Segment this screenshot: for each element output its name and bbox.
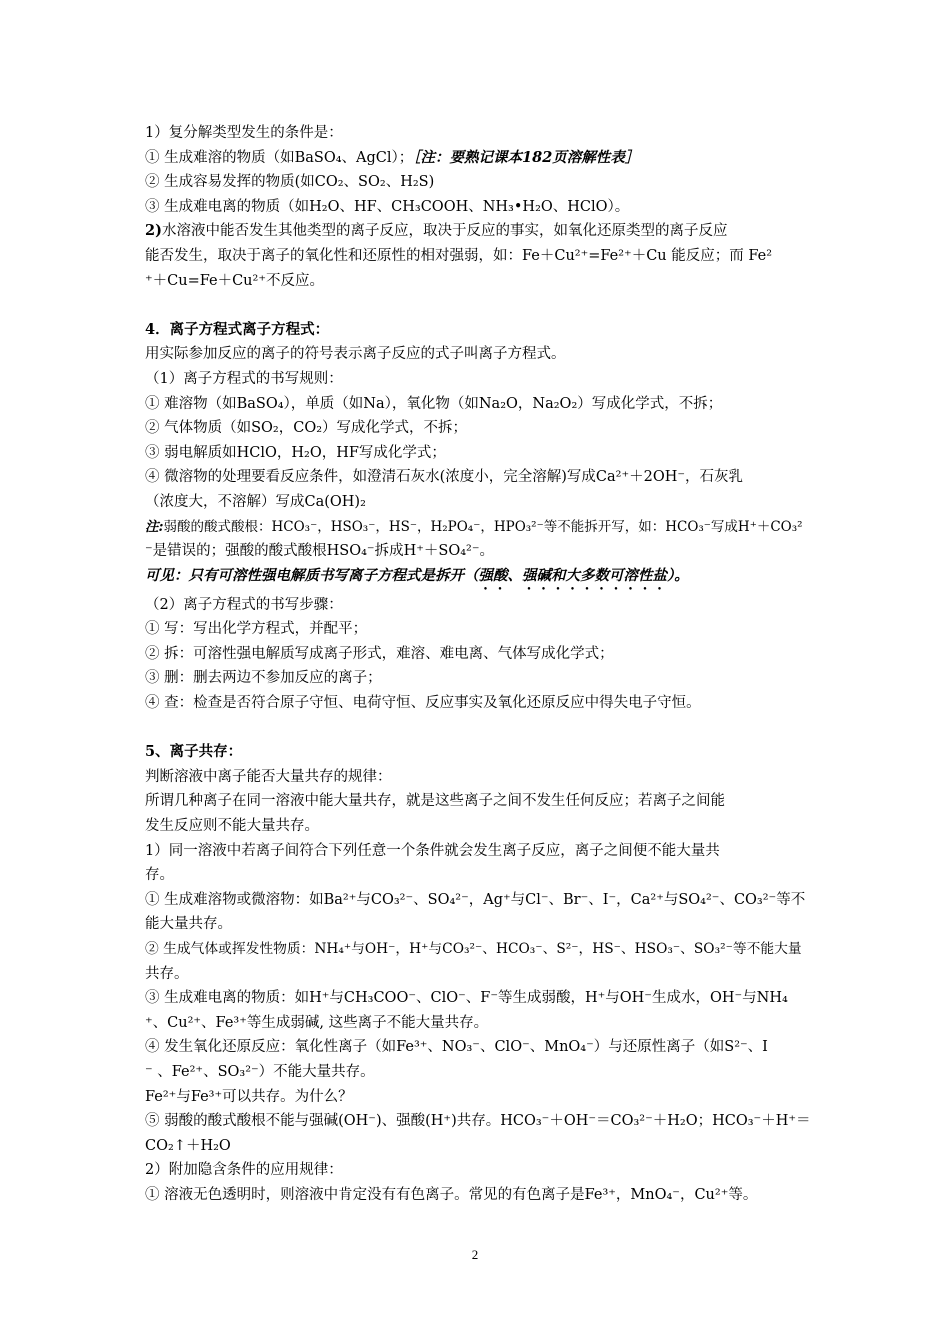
text-line: ④ 查：检查是否符合原子守恒、电荷守恒、反应事实及氧化还原反应中得失电子守恒。	[145, 695, 701, 712]
text-line: 发生反应则不能大量共存。	[145, 818, 319, 835]
text-line: ⁻ 、Fe²⁺、SO₃²⁻）不能大量共存。	[145, 1063, 375, 1080]
text-line	[145, 146, 810, 171]
text-line: 1）复分解类型发生的条件是：	[145, 125, 343, 141]
text-line: ④ 发生氧化还原反应：氧化性离子（如Fe³⁺、NO₃⁻、ClO⁻、MnO₄⁻）与还原性离子（如S²⁻、I	[145, 1039, 768, 1056]
text-line: 1）同一溶液中若离子间符合下列任意一个条件就会发生离子反应，离子之间便不能大量共	[145, 842, 720, 859]
text-line	[145, 515, 810, 540]
text-line: ⁺、Cu²⁺、Fe³⁺等生成弱碱, 这些离子不能大量共存。	[145, 1014, 489, 1031]
text-line: 能大量共存。	[145, 916, 232, 933]
text-span: 可见：只有可溶性强电解质书写离子方程式是拆开（	[145, 566, 479, 584]
text-span: ）。	[667, 566, 689, 584]
text-line: ④ 微溶物的处理要看反应条件，如澄清石灰水(浓度小，完全溶解)写成Ca²⁺＋2OH⁻，石灰乳	[145, 469, 744, 486]
text-line: CO₂↑＋H₂O	[145, 1137, 231, 1154]
item-number: 2)	[145, 222, 162, 240]
text-span: ① 生成难溶的物质（如BaSO₄、AgCl）；	[145, 149, 414, 166]
text-line: ① 难溶物（如BaSO₄），单质（如Na），氧化物（如Na₂O，Na₂O₂）写成化学式，不拆；	[145, 395, 723, 412]
text-line: ⑤ 弱酸的酸式酸根不能与强碱(OH⁻)、强酸(H⁺)共存。HCO₃⁻＋OH⁻＝CO₃²⁻＋H₂O；HCO₃⁻＋H⁺＝	[145, 1113, 811, 1130]
section-heading-5: 5、离子共存：	[145, 743, 243, 761]
text-line: 所谓几种离子在同一溶液中能大量共存，就是这些离子之间不发生任何反应；若离子之间能	[145, 793, 725, 810]
text-line: 用实际参加反应的离子的符号表示离子反应的式子叫离子方程式。	[145, 346, 566, 363]
text-line: ② 生成容易发挥的物质(如CO₂、SO₂、H₂S)	[145, 174, 435, 191]
text-line: 存。	[145, 867, 174, 884]
text-line: （1）离子方程式的书写规则：	[145, 370, 343, 387]
text-line: 2）附加隐含条件的应用规律：	[145, 1162, 343, 1179]
note-solubility-table: ［注：要熟记课本182页溶解性表］	[413, 148, 640, 166]
text-line: ① 溶液无色透明时，则溶液中肯定没有有色离子。常见的有色离子是Fe³⁺，MnO₄⁻，Cu²⁺等。	[145, 1186, 758, 1203]
page-number: 2	[471, 1247, 479, 1262]
emphasis-dots: 强酸、强碱和大多数可溶性盐	[478, 566, 667, 584]
text-line: ③ 生成难电离的物质：如H⁺与CH₃COO⁻、ClO⁻、F⁻等生成弱酸，H⁺与OH⁻生成水，OH⁻与NH₄	[145, 990, 788, 1007]
text-line: （2）离子方程式的书写步骤：	[145, 596, 343, 613]
text-span: 弱酸的酸式酸根：HCO₃⁻，HSO₃⁻，HS⁻，H₂PO₄⁻，HPO₃²⁻等不能拆开写，如：HCO₃⁻写成H⁺＋CO₃²	[163, 518, 803, 535]
text-line: ⁻是错误的；强酸的酸式酸根HSO₄⁻拆成H⁺＋SO₄²⁻。	[145, 543, 494, 560]
text-line: 判断溶液中离子能否大量共存的规律：	[145, 768, 392, 785]
text-line: 共存。	[145, 965, 189, 982]
text-line: ② 生成气体或挥发性物质：NH₄⁺与OH⁻，H⁺与CO₃²⁻、HCO₃⁻、S²⁻，HS⁻、HSO₃⁻、SO₃²⁻等不能大量	[145, 941, 802, 957]
text-line: ① 写：写出化学方程式，并配平；	[145, 621, 368, 638]
text-line: （浓度大，不溶解）写成Ca(OH)₂	[145, 493, 366, 510]
text-line: ② 气体物质（如SO₂，CO₂）写成化学式，不拆；	[145, 420, 468, 437]
text-line: ① 生成难溶物或微溶物：如Ba²⁺与CO₃²⁻、SO₄²⁻，Ag⁺与Cl⁻、Br⁻、I⁻，Ca²⁺与SO₄²⁻、CO₃²⁻等不	[145, 891, 806, 908]
text-line	[145, 219, 810, 244]
text-line: ③ 删：删去两边不参加反应的离子；	[145, 670, 382, 687]
text-line: ③ 弱电解质如HClO，H₂O，HF写成化学式；	[145, 444, 446, 461]
section-heading-4: 4．离子方程式离子方程式：	[145, 320, 330, 338]
text-line: ⁺＋Cu=Fe＋Cu²⁺不反应。	[145, 272, 324, 289]
text-line: Fe²⁺与Fe³⁺可以共存。为什么？	[145, 1088, 353, 1105]
text-line: ② 拆：可溶性强电解质写成离子形式，难溶、难电离、气体写成化学式；	[145, 645, 614, 662]
text-line: 能否发生，取决于离子的氧化性和还原性的相对强弱，如：Fe＋Cu²⁺=Fe²⁺＋Cu 能反应；而 Fe²	[145, 247, 773, 264]
conclusion-line	[145, 564, 810, 593]
note-label: 注:	[145, 518, 164, 535]
document-body	[145, 121, 810, 1208]
text-span: 水溶液中能否发生其他类型的离子反应，取决于反应的事实，如氧化还原类型的离子反应	[161, 223, 728, 240]
text-line: ③ 生成难电离的物质（如H₂O、HF、CH₃COOH、NH₃•H₂O、HClO）。	[145, 198, 630, 215]
